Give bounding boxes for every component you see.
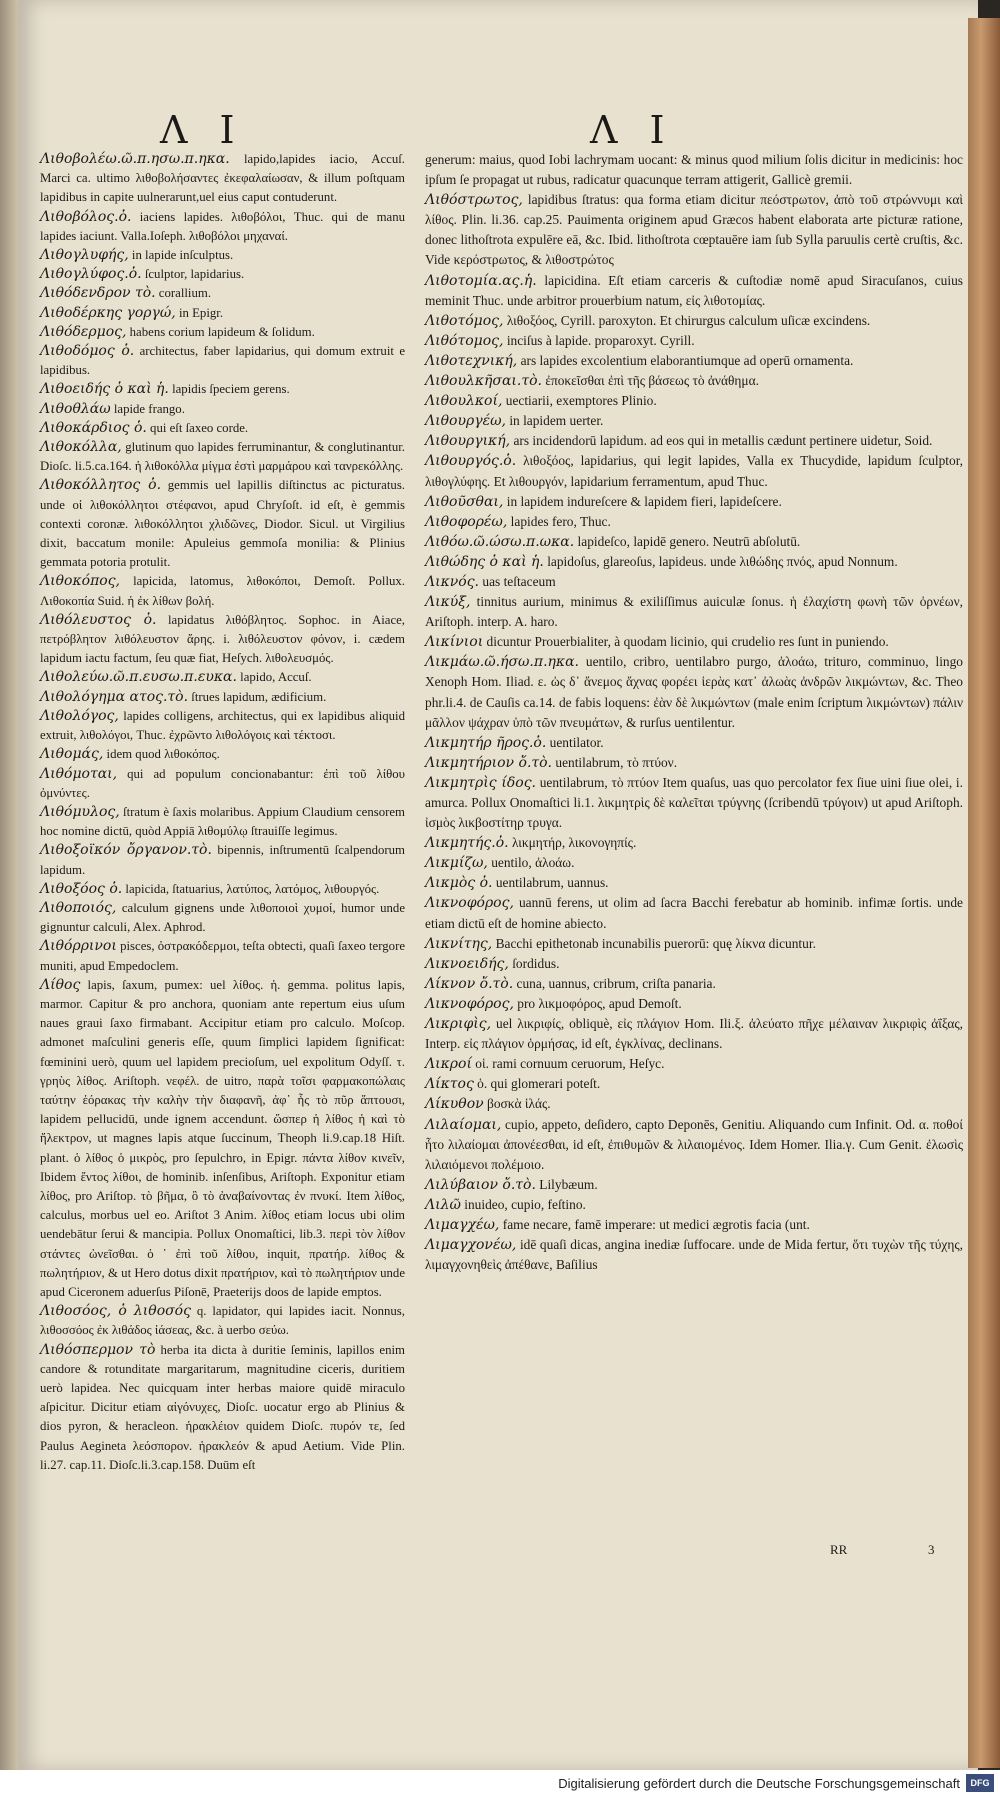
digitization-note: Digitalisierung gefördert durch die Deutsche Forschungsgemeinschaft <box>558 1776 960 1791</box>
entry-lemma: Λίκυθον <box>425 1096 484 1113</box>
entry-definition: in lapidem uerter. <box>509 413 604 429</box>
entry-definition: lapicidina. Eſt etiam carceris & cuſtodiæ nomē apud Siracuſanos, cuius meminit Thuc. unde arbitror prouerbium natum, εἰς λιθοτομίας. <box>425 272 963 308</box>
dictionary-entry <box>425 833 963 853</box>
dictionary-entry <box>40 611 405 669</box>
entry-lemma: Λιθουλκῆσαι.τὸ. <box>425 373 542 390</box>
entry-lemma: Λιθομάς, <box>40 746 104 763</box>
entry-definition: in Epigr. <box>178 305 224 320</box>
dictionary-entry <box>40 380 405 399</box>
entry-lemma: Λιθουργική, <box>425 433 511 450</box>
entry-lemma: Λιθολόγος, <box>40 707 119 724</box>
dictionary-entry <box>425 652 963 732</box>
entry-definition: dicuntur Prouerbialiter, à quodam licinio, qui crudelio res ſunt in puniendo. <box>486 634 889 650</box>
entry-lemma: Λιθουργέω, <box>425 413 506 430</box>
dictionary-entry <box>425 572 963 592</box>
entry-definition: qui ad populum concionabantur: ἐπὶ τοῦ λίθου ὀμνύντες. <box>40 766 405 800</box>
entry-definition: ſtrues lapidum, ædificium. <box>191 689 327 704</box>
entry-definition: idē quaſi dicas, angina inediæ ſuffocare. unde de Mida fertur, ὅτι τυχὼν τῆς τύχης, λιμαγχονηθεὶς ἀπέθανε, Baſilius <box>425 1237 963 1273</box>
entry-definition: lapide frango. <box>113 401 185 416</box>
entry-definition: ars lapides excolentium elaborantiumque ad operū ornamenta. <box>520 352 854 368</box>
entry-definition: qui eſt ſaxeo corde. <box>150 420 249 435</box>
entry-definition: uannū ferens, ut olim ad ſacra Bacchi ferebatur ab hominib. infimæ ſortis. unde etiam dictū eſt de homine abiecto. <box>425 895 963 931</box>
dictionary-entry <box>40 841 405 879</box>
book-fore-edge <box>968 18 1000 1768</box>
entry-definition: lapicida, ſtatuarius, λατύπος, λατόμος, λιθουργός. <box>125 881 380 896</box>
entry-definition: herba ita dicta à duritie ſeminis, lapillos enim candore & rotunditate margaritarum, magnitudine ciceris, duritiem uerò lapidea. Nec quicquam inter herbas maiore quidē miraculo aſpicitur. Dicitur etiam αἰγόνυχες, Dioſc. uocatur ergo ab Plinius & dios pyron, & heracleon. ἡρακλέιον quidem Dioſc. πυρόν τε, ſed Paulus Aegineta λεόσπορον. ἡρακλεόν & apud Aetium. Vide Plin. li.27. cap.11. Dioſc.li.3.cap.158. Duūm eſt <box>40 1342 405 1472</box>
entry-lemma: Λιθοδόμος ὁ. <box>40 343 135 360</box>
dictionary-entry <box>40 880 405 899</box>
entry-lemma: Λιθόρρινοι <box>40 938 117 955</box>
dictionary-entry <box>40 246 405 265</box>
entry-definition: lapideſco, lapidē genero. Neutrū abſolutū. <box>577 533 801 549</box>
entry-lemma: Λιθολεύω.ῶ.π.ευσω.π.ευκα. <box>40 669 237 686</box>
dictionary-entry <box>425 1235 963 1275</box>
entry-lemma: Λιλύβαιον ὄ.τὸ. <box>425 1176 536 1193</box>
entry-lemma: Λιθώδης ὁ καὶ ἡ. <box>425 553 544 570</box>
entry-definition: uentilo, ἀλοάω. <box>491 855 575 871</box>
entry-definition: lapicida, latomus, λιθοκόποι, Demoſt. Pollux. Λιθοκοπία Suid. ἡ ἐκ λίθων βολή. <box>40 574 405 608</box>
entry-lemma: Λιθοειδής ὁ καὶ ἡ. <box>40 381 169 398</box>
dictionary-entry <box>40 342 405 380</box>
dictionary-entry <box>40 572 405 610</box>
entry-lemma: Λιθουλκοί, <box>425 393 503 410</box>
entry-definition: uentilabrum, uannus. <box>495 875 609 891</box>
dfg-logo: DFG <box>966 1774 994 1792</box>
entry-lemma: Λιθοκάρδιος ὁ. <box>40 419 147 436</box>
entry-definition: ſtratum è ſaxis molaribus. Appium Claudium censorem hoc nomine dictū, quòd Appiā λιθομύλῳ ſtrauiſſe legimus. <box>40 804 405 839</box>
entry-definition: lapido,lapides iacio, Accuſ. Marci ca. ultimo λιθοβολήσαντες ἐκεφαλαίωσαν, & illum poſtquam lapidibus in capite uulnerarunt,uel eius caput contuderunt. <box>40 152 406 205</box>
entry-definition: uentilabrum, τὸ πτύον. <box>555 754 678 770</box>
dictionary-entry <box>425 391 963 411</box>
entry-lemma: Λιθοσόος, ὁ λιθοσός <box>40 1303 191 1320</box>
entry-lemma: Λιθολόγημα ατος.τὸ. <box>40 688 189 705</box>
entry-lemma: Λικμίζω, <box>425 855 488 872</box>
right-running-head: Λ Ι <box>590 108 675 152</box>
entry-lemma: Λικύξ, <box>425 594 471 611</box>
dictionary-entry <box>40 899 405 937</box>
dictionary-entry <box>40 937 405 975</box>
entry-lemma: Λικνός. <box>425 573 480 590</box>
dictionary-entry <box>40 304 405 323</box>
entry-lemma: Λιθόδερμος, <box>40 323 127 340</box>
entry-lemma: Λιθοτεχνική, <box>425 352 518 369</box>
dictionary-entry <box>425 632 963 652</box>
entry-lemma: Λικμὸς ὁ. <box>425 875 493 892</box>
entry-definition: uentilabrum, τὸ πτύον Item quaſus, uas quo percolator fex ſiue uini ſiue olei, i. amurca. Pollux Onomaſtici li.1. λικμητρὶς δὲ καλεῖται τρύγνης (ſcribendū τρύγοιν) ut apud Ariſtoph. ἰσμὸς λικβοστίτηρ τρυγα. <box>425 774 963 831</box>
entry-lemma: Λιθοκόλλα, <box>40 439 122 456</box>
printer-signature: RR <box>830 1542 848 1557</box>
entry-definition: uentilator. <box>549 734 604 750</box>
entry-lemma: Λικμητήρ ῆρος.ὁ. <box>425 734 547 751</box>
dictionary-entry <box>40 1341 405 1475</box>
entry-lemma: Λιθοδέρκης γοργώ, <box>40 304 176 321</box>
dictionary-entry <box>425 190 963 270</box>
dictionary-entry <box>40 765 405 803</box>
dictionary-entry <box>40 803 405 841</box>
dictionary-entry <box>425 1195 963 1215</box>
entry-lemma: Λικμητήριον ὄ.τὸ. <box>425 754 553 771</box>
entry-lemma: Λικμητής.ὁ. <box>425 835 509 852</box>
entry-lemma: Λικίνιοι <box>425 634 484 651</box>
entry-lemma: Λιθόω.ῶ.ώσω.π.ωκα. <box>425 533 575 550</box>
entry-definition: uas teſtaceum <box>482 573 556 589</box>
entry-lemma: Λικριφὶς, <box>425 1016 492 1033</box>
entry-lemma: Λιθοκόπος, <box>40 573 120 590</box>
dictionary-entry <box>40 208 405 246</box>
entry-lemma: Λιθοφορέω, <box>425 513 508 530</box>
dictionary-entry <box>425 411 963 431</box>
entry-lemma: Λιθοποιός, <box>40 899 117 916</box>
entry-lemma: Λικροί <box>425 1056 472 1073</box>
dictionary-entry <box>425 1054 963 1074</box>
dictionary-entry <box>425 532 963 552</box>
left-running-head: Λ Ι <box>160 108 245 152</box>
dictionary-entry <box>40 707 405 745</box>
dictionary-entry <box>40 265 405 284</box>
entry-definition: ſordidus. <box>512 955 560 971</box>
dictionary-entry <box>425 150 963 190</box>
entry-definition: lapidibus ſtratus: qua forma etiam dicitur πεόστρωτον, ἀπὸ τοῦ στρώννυμι καὶ λίθος. Plin. li.36. cap.25. Pauimenta originem apud Græcos habent elaborata arte picturæ ratione, donec lithoſtrota expulēre eā, &c. Ibid. lithoſtrota cœptauēre iam ſub Sylla paruulis certè cruſtis, &c. Vide κερόστρωτος, & λιθοστρώτος <box>425 192 963 268</box>
entry-lemma: Λίκτος <box>425 1076 474 1093</box>
dictionary-entry <box>425 592 963 632</box>
dictionary-entry <box>425 873 963 893</box>
entry-definition: uentilo, cribro, uentilabro purgo, ἀλοάω, trituro, comminuo, lingo Xenoph Hom. Iliad. ε. ὡς δ᾽ ἄνεμος ἄχνας φορέει ἱερὰς κατ᾽ ἀλωὰς ἀνδρῶν λικμώντων, &c. Theo phr.li.4. de Cauſis ca.14. de fabis loquens: ἐὰν δὲ λικμώντων (male enim ſcriptum λικμώντων) πάλιν μᾶλλον ψάχραν ὑπὸ τῶν πνευμάτων, & rurſus uentilentur. <box>425 654 963 730</box>
entry-lemma: Λιθογλυφής, <box>40 247 129 264</box>
entry-definition: iaciens lapides. λιθοβόλοι, Thuc. qui de manu lapides iaciunt. Valla.Ioſeph. λιθοβόλοι μηχαναί. <box>40 209 405 243</box>
entry-lemma: Λιθόμυλος, <box>40 803 120 820</box>
entry-definition: lapides colligens, architectus, qui ex lapidibus aliquid extruit, λιθολόγοι, Thuc. ἐχρῶντο λιθολόγοις καὶ τέκτοσι. <box>40 708 406 743</box>
entry-lemma: Λιθοκόλλητος ὁ. <box>40 477 162 494</box>
entry-definition: tinnitus aurium, minimus & exiliſſimus auiculæ ſonus. ἡ ἐλαχίστη φωνὴ τῶν ὀρνέων, Ariſtoph. interp. A. haro. <box>425 594 963 630</box>
entry-definition: ἐποκεῖσθαι ἐπὶ τῆς βάσεως τὸ ἀνάθημα. <box>545 373 759 389</box>
entry-lemma: Λιθότομος, <box>425 332 504 349</box>
entry-definition: habens corium lapideum & ſolidum. <box>129 324 315 339</box>
entry-definition: lapides fero, Thuc. <box>510 513 611 529</box>
entry-definition: pro λικμοφόρος, apud Demoſt. <box>517 995 682 1011</box>
dictionary-entry <box>425 351 963 371</box>
dictionary-entry <box>425 512 963 532</box>
entry-lemma: Λιθόμοται, <box>40 765 118 782</box>
dictionary-entry <box>425 773 963 833</box>
dictionary-entry <box>425 1175 963 1195</box>
entry-definition: architectus, faber lapidarius, qui domum extruit e lapidibus. <box>40 344 405 378</box>
entry-definition: calculum gignens unde λιθοποιοὶ χυμοί, humor unde gignuntur calculi, Alex. Aphrod. <box>40 900 405 935</box>
dictionary-entry <box>40 976 405 1302</box>
entry-definition: fame necare, famē imperare: ut medici ægrotis facia (unt. <box>502 1216 810 1232</box>
entry-lemma: Λίθος <box>40 976 81 993</box>
entry-lemma: Λιθοβόλος.ὁ. <box>40 208 132 225</box>
entry-definition: uel λικριφίς, obliquè, εἰς πλάγιον Hom. Ili.ξ. ἀλεύατο πῆχε μέλαιναν λικριφὶς ἀΐξας, Interp. εἰς πλάγιον ὁρμήσας, id eſt, ἐγκλίνας, declinans. <box>425 1016 963 1052</box>
entry-lemma: Λιμαγχονέω, <box>425 1237 517 1254</box>
dictionary-entry <box>40 150 405 208</box>
entry-lemma: Λιθουργός.ὁ. <box>425 453 517 470</box>
right-column <box>425 150 963 1275</box>
entry-definition: generum: maius, quod Iobi lachrymam uocant: & minus quod milium ſolis dicitur in medicinis: hoc ipſum ſe propagat ut rubus, radicatur quacunque terram attigerit, Gallicè gremii. <box>425 152 963 188</box>
entry-lemma: Λιθόσπερμον τὸ <box>40 1341 156 1358</box>
dictionary-entry <box>425 311 963 331</box>
entry-lemma: Λιθόλευστος ὁ. <box>40 611 157 628</box>
dictionary-entry <box>425 733 963 753</box>
entry-lemma: Λιθόστρωτος, <box>425 192 523 209</box>
entry-definition: q. lapidator, qui lapides iacit. Nonnus, λιθοσσόος ἐκ λιθάδος ἰάσεας, &c. à uerbo σεύω. <box>40 1304 405 1338</box>
dictionary-entry <box>425 1074 963 1094</box>
entry-lemma: Λιθοτομία.ας.ἡ. <box>425 272 537 289</box>
entry-definition: ars incidendorū lapidum. ad eos qui in metallis cædunt pertinere uidetur, Soid. <box>513 433 933 449</box>
dictionary-entry <box>425 1215 963 1235</box>
dictionary-entry <box>425 271 963 311</box>
entry-lemma: Λιθοβολέω.ῶ.π.ησω.π.ηκα. <box>40 151 230 167</box>
dictionary-entry <box>425 371 963 391</box>
entry-lemma: Λίκνον ὄ.τὸ. <box>425 975 514 992</box>
dictionary-entry <box>40 323 405 342</box>
dictionary-entry <box>40 476 405 572</box>
entry-lemma: Λιμαγχέω, <box>425 1216 500 1233</box>
entry-definition: Lilybæum. <box>539 1176 598 1192</box>
entry-definition: lapidis ſpeciem gerens. <box>172 382 290 397</box>
entry-definition: λιθοξόος, lapidarius, qui legit lapides, Valla ex Thucydide, lapidum ſculptor, λιθογλύφης. Et λιθουργόν, lapidarium ferramentum, apud Thuc. <box>425 453 963 489</box>
dictionary-entry <box>425 552 963 572</box>
entry-definition: cupio, appeto, deſidero, capto Deponēs, Genitiu. Aliquando cum Infinit. Od. α. ποθοί ἦτο λιλαίομαι ἀπονέεσθαι, id eſt, ἐπιθυμῶν & λιλαιομένος. Idem Homer. Ilia.γ. Cum Genit. ἐλωσὶς λιλαιόμενοι πολέμοιο. <box>425 1116 963 1172</box>
dictionary-entry <box>40 419 405 438</box>
dictionary-entry <box>425 974 963 994</box>
entry-lemma: Λιθοξοϊκόν ὄργανον.τὸ. <box>40 842 212 859</box>
dictionary-entry <box>425 954 963 974</box>
entry-definition: bipennis, inſtrumentū ſcalpendorum lapidum. <box>40 843 405 877</box>
dictionary-entry <box>40 284 405 303</box>
entry-definition: glutinum quo lapides ferruminantur, & conglutinantur. Dioſc. li.5.ca.164. ἡ λιθοκόλλα μίγμα ἐστὶ μαρμάρου καὶ τανρεκόλλης. <box>40 440 405 474</box>
dictionary-entry <box>40 1302 405 1340</box>
entry-lemma: Λικνίτης, <box>425 935 493 952</box>
dictionary-entry <box>40 400 405 419</box>
left-column <box>40 150 405 1475</box>
dictionary-entry <box>425 492 963 512</box>
entry-definition: cuna, uannus, cribrum, criſta panaria. <box>516 975 716 991</box>
dictionary-entry <box>425 753 963 773</box>
entry-lemma: Λιθοῦσθαι, <box>425 493 504 510</box>
entry-definition: λιθοξόος, Cyrill. paroxyton. Et chirurgus calculum uſicæ excindens. <box>506 312 871 328</box>
dictionary-entry <box>425 451 963 491</box>
entry-definition: Bacchi epithetonab incunabilis puerorū: quę λίκνα dicuntur. <box>495 935 816 951</box>
dictionary-entry <box>425 1014 963 1054</box>
entry-definition: οἱ. rami cornuum ceruorum, Heſyc. <box>475 1056 665 1072</box>
entry-definition: idem quod λιθοκόπος. <box>106 747 220 762</box>
dictionary-entry <box>425 431 963 451</box>
dictionary-entry <box>40 668 405 687</box>
dictionary-entry <box>425 1115 963 1175</box>
page-number: 3 <box>928 1542 935 1557</box>
entry-lemma: Λικμάω.ῶ.ήσω.π.ηκα. <box>425 654 579 671</box>
entry-definition: in lapide inſculptus. <box>131 248 234 263</box>
entry-definition: corallium. <box>158 286 212 301</box>
entry-lemma: Λιθοθλάω <box>40 400 111 417</box>
entry-definition: inuideo, cupio, feſtino. <box>464 1196 586 1212</box>
entry-definition: lapis, ſaxum, pumex: uel λίθος. ἡ. gemma. politus lapis, marmor. Capitur & pro anchora, quoniam ante repertum eius uſum naues graui ſaxo firmabant. Accipitur etiam pro calculo. Moſcop. admonet maſculini generis eſſe, quum ſimplici lapidem ſignificat: fœminini uerò, quum uel lapidem precioſum, uel expolitum Odyſſ. τ. γρηὺς λίθος. Ariſtoph. νεφέλ. de uitro, παρὰ τοῖσι φαρμακοπώλαις ταύτην ἑόρακας τὴν καλὴν τὴν διαφανῆ, ἀφ᾽ ἧς τὸ πῦρ ἅπτουσι, lapidem pellucidū, unde ignem accendunt. ὥσπερ ἡ λίθος ἡ καὶ τὸ ἤλεκτρον, ut magnes lapis atque ſuccinum, Theoph li.9.cap.18 Hiſt. plant. ὁ λίθος ὁ μικρὸς, pro ſepulchro, in Epigr. πάντα λίθον κινεῖν, Ibidem ἔντος λίθοι, de hominib. inſenſibus, Ariſtoph. Exponitur etiam λίθος, pro Ariſtop. τὸ βῆμα, ὃ τὸ ἀναβαίνοντας ἐν πνυκί. Item λίθος, calculus, morbus uel eo. Ariſtot 3 Anim. λίθος etiam locus ubi olim uendebātur ſerui & mancipia. Pollux Onomaſtici, lib.3. περὶ τὸν λίθον στάντες ὠνεῖσθαι. ὁ ᾽ ἐπὶ τοῦ λίθου, inquit, πρατήρ. λίθος & πωλητήριον, & ut Hero dotus dixit πρατήριον, καὶ τὸ πωλητήριον unde apud Ciceronem aduerſus Piſonē, Praeterijs doos de lapide emptos. <box>40 977 406 1299</box>
dictionary-entry <box>425 331 963 351</box>
dictionary-entry <box>425 893 963 933</box>
entry-definition: inciſus à lapide. proparoxyt. Cyrill. <box>506 332 695 348</box>
entry-lemma: Λιθοτόμος, <box>425 312 504 329</box>
entry-definition: ſculptor, lapidarius. <box>144 267 245 282</box>
entry-lemma: Λικνοφόρος, <box>425 895 514 912</box>
entry-definition: lapidoſus, glareoſus, lapideus. unde λιθώδης πνός, apud Nonnum. <box>547 553 898 569</box>
entry-lemma: Λιθόδενδρον τὸ. <box>40 285 156 302</box>
entry-definition: uectiarii, exemptores Plinio. <box>505 393 657 409</box>
entry-lemma: Λιθογλύφος.ὁ. <box>40 266 142 283</box>
dictionary-entry <box>425 934 963 954</box>
dictionary-entry <box>40 438 405 476</box>
entry-lemma: Λιλῶ <box>425 1196 461 1213</box>
dictionary-entry <box>425 994 963 1014</box>
entry-definition: pisces, ὀστρακόδερμοι, teſta obtecti, quaſi ſaxeo tergore muniti, apud Empedoclem. <box>40 939 406 973</box>
entry-definition: in lapidem indureſcere & lapidem fieri, lapideſcere. <box>506 493 782 509</box>
dictionary-entry <box>40 688 405 707</box>
entry-definition: ὁ. qui glomerari poteſt. <box>477 1076 601 1092</box>
dictionary-entry <box>425 1094 963 1114</box>
entry-lemma: Λικνοφόρος, <box>425 995 514 1012</box>
entry-definition: gemmis uel lapillis diſtinctus ac picturatus. unde οἱ λιθοκόλλητοι στέφανοι, apud Chryſoſt. id eſt, è gemmis contexti coronæ. λιθοκόλλητοι χλιδῶνες, Diodor. Sicul. ut Virgilius dixit, baccatum monile: Apuleius gemmoſa monilia: & Plinius gemmata potoria protulit. <box>40 478 405 570</box>
entry-definition: βοσκὰ ἱλάς. <box>487 1096 551 1112</box>
entry-definition: lapido, Accuſ. <box>240 670 312 685</box>
entry-lemma: Λικνοειδής, <box>425 955 509 972</box>
dictionary-entry <box>40 745 405 764</box>
entry-lemma: Λικμητρὶς ίδος. <box>425 774 537 791</box>
entry-lemma: Λιθοξόος ὁ. <box>40 880 123 897</box>
entry-definition: λικμητήρ, λικονογηπίς. <box>511 835 637 851</box>
entry-lemma: Λιλαίομαι, <box>425 1116 502 1133</box>
entry-definition: lapidatus λιθόβλητος. Sophoc. in Aiace, πετρόβλητον λιθόλευστον ἄρης. i. λιθόλευστον φόνον, i. cædem lapidum iactu factum, ſeu quæ fiat, Heſych. λιθολευσμός. <box>40 612 405 666</box>
dictionary-entry <box>425 853 963 873</box>
